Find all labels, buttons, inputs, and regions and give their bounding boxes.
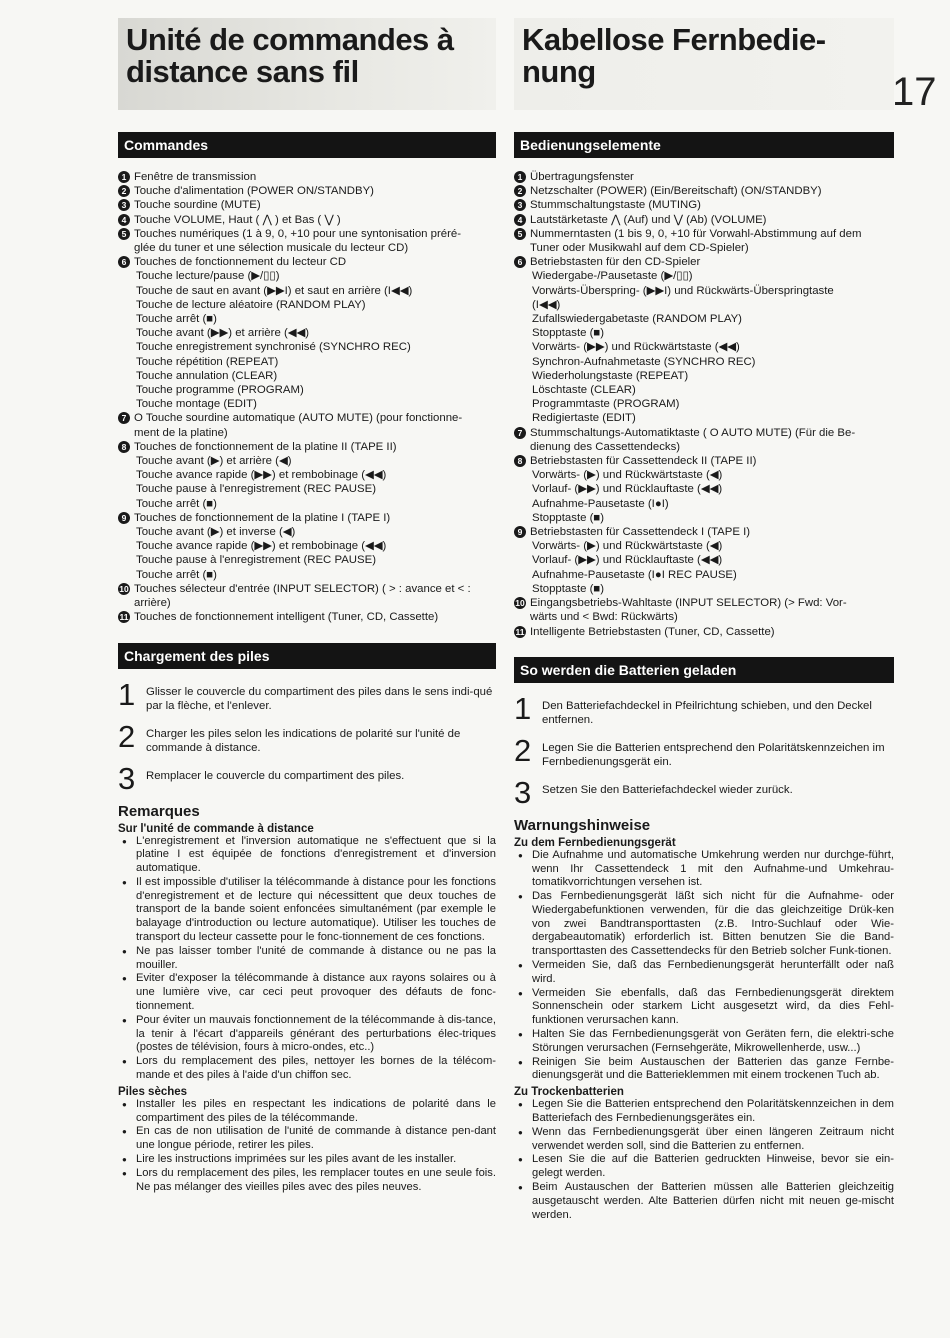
bullet-item: ● Lesen Sie die auf die Batterien gedruckten Hinweise, bevor sie ein-gelegt werden. — [514, 1153, 894, 1181]
control-item-line: 8 Betriebstasten für Cassettendeck II (TAPE II) — [514, 454, 894, 468]
control-number-badge: 2 — [514, 184, 530, 198]
control-number-badge: 5 — [118, 227, 134, 241]
control-sub-item: Vorwärts- (▶▶) und Rückwärtstaste (◀◀) — [532, 341, 740, 354]
control-sub-item: (I◀◀) — [532, 298, 561, 311]
control-sub-item: Touche montage (EDIT) — [136, 398, 257, 411]
control-item-line: 7 O Touche sourdine automatique (AUTO MUTE) (pour fonctionne- — [118, 411, 496, 425]
control-sub-item: Aufnahme-Pausetaste (I●I REC PAUSE) — [532, 568, 737, 581]
french-steps — [118, 676, 496, 796]
control-sub-item: Stopptaste (■) — [532, 327, 605, 340]
control-sub-item: Touche pause à l'enregistrement (REC PAUSE) — [136, 483, 377, 496]
german-controls-header: Bedienungselemente — [514, 132, 894, 158]
control-item-line: 10 Eingangsbetriebs-Wahltaste (INPUT SELECTOR) (> Fwd: Vor- — [515, 597, 847, 610]
control-item-line: 3 Stummschaltungstaste (MUTING) — [514, 198, 894, 212]
control-sub-item: Stopptaste (■) — [532, 511, 605, 524]
control-sub-item: Wiedergabe-/Pausetaste (▶/▯▯) — [532, 270, 693, 283]
control-number-badge: 2 — [118, 184, 134, 198]
control-sub-item: Stopptaste (■) — [532, 582, 605, 595]
control-item-line: 11 Touches de fonctionnement intelligent (Tuner, CD, Cassette) — [119, 611, 439, 624]
control-sub-item: Touche programme (PROGRAM) — [136, 384, 304, 397]
control-sub-item: Vorlauf- (▶▶) und Rücklauftaste (◀◀) — [532, 483, 723, 496]
control-sub-item: Touche annulation (CLEAR) — [136, 369, 278, 382]
control-item-line: 9 Touches de fonctionnement de la platine I (TAPE I) — [118, 511, 496, 525]
french-remote-bullets — [118, 835, 496, 1083]
control-sub-item: Touche enregistrement synchronisé (SYNCHRO REC) — [136, 341, 411, 354]
control-item-line: 7 Stummschaltungs-Automatiktaste ( O AUTO MUTE) (Für die Be- — [514, 426, 894, 440]
bullet-item: ● Eviter d'exposer la télécommande à distance aux rayons solaires ou à une lumière vive, car ceci peut provoquer des défauts de fonc-tionnement. — [118, 972, 496, 1013]
french-controls-list — [118, 170, 496, 625]
control-sub-item: Wiederholungstaste (REPEAT) — [532, 369, 689, 382]
control-number-badge: 10 — [119, 583, 129, 594]
control-item-line: Tuner oder Musikwahl auf dem CD-Spieler) — [514, 241, 894, 255]
battery-step — [118, 676, 496, 713]
control-number-badge: 3 — [514, 198, 530, 212]
control-number-badge: 8 — [514, 454, 530, 468]
control-item-line: 8 Touches de fonctionnement de la platine II (TAPE II) — [118, 440, 496, 454]
control-sub-item: Redigiertaste (EDIT) — [532, 412, 636, 425]
control-sub-item: Touche arrêt (■) — [136, 568, 217, 581]
bullet-item: ● Reinigen Sie beim Austauschen der Batterien das ganze Fernbe-dienungsgerät und die Batterieklemmen mit einem trockenen Tuch ab. — [514, 1056, 894, 1084]
german-column — [514, 18, 894, 1222]
control-item-line: glée du tuner et une sélection musicale du lecteur CD) — [118, 241, 496, 255]
german-remote-subtitle: Zu dem Fernbedienungsgerät — [514, 836, 676, 849]
bullet-item: ● L'enregistrement et l'inversion automatique ne s'effectuent que si la platine I est équipée de fonctions d'enregistrement et d'inversion automatique. — [118, 835, 496, 876]
control-sub-item: Programmtaste (PROGRAM) — [532, 398, 680, 411]
battery-step — [118, 718, 496, 755]
german-title: Kabellose Fernbedie- nung — [514, 18, 894, 110]
bullet-item: ● Wenn das Fernbedienungsgerät über einen längeren Zeitraum nicht verwendet werden soll, sind die Batterien zu entfernen. — [514, 1126, 894, 1154]
bullet-item: ● Lire les instructions imprimées sur les piles avant de les installer. — [118, 1153, 496, 1167]
control-item-line: dienung des Cassettendecks) — [514, 440, 894, 454]
bullet-item: ● Das Fernbedienungsgerät läßt sich nicht für die Aufnahme- oder Wiedergabefunktionen verwenden, für die das gleichzeitige Drük-ken von zwei Bandtransporttasten (z.B. Intro-Suchlauf oder Wie-dergabeautomatik) erforderlich ist. Bitten benutzen Sie die Band-transporttasten des Cassettendecks für den Betrieb solcher Funk-tionen. — [514, 890, 894, 959]
control-sub-item: Touche pause à l'enregistrement (REC PAUSE) — [136, 554, 377, 567]
control-sub-item: Touche arrêt (■) — [136, 313, 217, 326]
control-number-badge: 1 — [118, 170, 134, 184]
control-number-badge — [514, 440, 530, 454]
german-controls-list — [514, 170, 894, 639]
control-number-badge: 9 — [118, 511, 134, 525]
control-number-badge: 4 — [118, 213, 134, 227]
step-number: 2 — [118, 718, 136, 754]
control-sub-item: Touche avant (▶) et inverse (◀) — [136, 526, 296, 539]
control-number-badge: 11 — [515, 626, 525, 637]
page-number: 17 — [892, 70, 937, 114]
bullet-item: ● Lors du remplacement des piles, nettoyer les bornes de la télécom-mande et des piles à l'aide d'un chiffon sec. — [118, 1055, 496, 1083]
control-sub-item: Touche arrêt (■) — [136, 497, 217, 510]
control-sub-item: Zufallswiedergabetaste (RANDOM PLAY) — [532, 313, 742, 326]
control-number-badge: 10 — [515, 598, 525, 609]
german-dry-subtitle: Zu Trockenbatterien — [514, 1086, 624, 1099]
bullet-item: ● En cas de non utilisation de l'unité de commande à distance pen-dant une longue période, retirer les piles. — [118, 1125, 496, 1153]
german-remote-bullets — [514, 849, 894, 1084]
control-number-badge — [118, 241, 134, 255]
control-sub-item: Touche avance rapide (▶▶) et rembobinage (◀◀) — [136, 469, 387, 482]
step-number: 3 — [514, 774, 532, 810]
control-item-line: 6 Touches de fonctionnement du lecteur CD — [118, 255, 496, 269]
french-remarks-title: Remarques — [118, 802, 200, 820]
control-sub-item: Touche de lecture aléatoire (RANDOM PLAY) — [136, 298, 366, 311]
control-item-line: arrière) — [118, 596, 496, 610]
step-number: 3 — [118, 760, 136, 796]
control-item-line: 10 Touches sélecteur d'entrée (INPUT SELECTOR) ( > : avance et < : — [119, 582, 471, 595]
control-item-line: 2 Netzschalter (POWER) (Ein/Bereitschaft) (ON/STANDBY) — [514, 184, 894, 198]
control-number-badge: 8 — [118, 440, 134, 454]
bullet-item: ● Pour éviter un mauvais fonctionnement de la télécommande à dis-tance, la tenir à l'écart d'appareils générant des perturbations élec-triques (postes de télévision, fours à micro-ondes, etc..) — [118, 1014, 496, 1055]
control-number-badge: 5 — [514, 227, 530, 241]
control-number-badge — [118, 426, 134, 440]
control-number-badge: 7 — [514, 426, 530, 440]
step-text: Legen Sie die Batterien entsprechend den Polaritätskennzeichen im Fernbedienungsgerät ein. — [542, 741, 885, 768]
control-item-line: 11 Intelligente Betriebstasten (Tuner, CD, Cassette) — [515, 625, 775, 638]
battery-step — [514, 774, 894, 810]
german-steps — [514, 690, 894, 810]
step-text: Glisser le couvercle du compartiment des piles dans le sens indi-qué par la flèche, et l'enlever. — [146, 685, 493, 712]
step-text: Setzen Sie den Batteriefachdeckel wieder zurück. — [542, 783, 793, 796]
bullet-item: ● Vermeiden Sie ebenfalls, daß das Fernbedienungsgerät direktem Sonnenschein oder starkem Licht ausgesetzt wird, da dies Fehl-funktionen verursachen kann. — [514, 987, 894, 1028]
step-number: 1 — [514, 690, 532, 726]
control-item-line: 4 Lautstärketaste ⋀ (Auf) und ⋁ (Ab) (VOLUME) — [514, 213, 894, 227]
control-item-line: 6 Betriebstasten für den CD-Spieler — [514, 255, 894, 269]
control-item-line: 2 Touche d'alimentation (POWER ON/STANDBY) — [118, 184, 496, 198]
control-item-line: 4 Touche VOLUME, Haut ( ⋀ ) et Bas ( ⋁ ) — [118, 213, 496, 227]
control-sub-item: Touche lecture/pause (▶/▯▯) — [136, 270, 280, 283]
french-dry-bullets — [118, 1098, 496, 1195]
control-item-line: 9 Betriebstasten für Cassettendeck I (TAPE I) — [514, 525, 894, 539]
control-number-badge: 11 — [119, 612, 129, 623]
bullet-item: ● Ne pas laisser tomber l'unité de commande à distance ou ne pas la mouiller. — [118, 945, 496, 973]
bullet-item: ● Die Aufnahme und automatische Umkehrung werden nur durchge-führt, wenn Ihr Cassettendeck 1 mit den Aufnahme-und Umkehrau-tomatikvorrichtungen versehen ist. — [514, 849, 894, 890]
control-number-badge — [514, 610, 530, 624]
german-batteries-header: So werden die Batterien geladen — [514, 657, 894, 683]
step-number: 1 — [118, 676, 136, 712]
control-item-line: ment de la platine) — [118, 426, 496, 440]
control-number-badge: 3 — [118, 198, 134, 212]
step-number: 2 — [514, 732, 532, 768]
control-number-badge — [118, 596, 134, 610]
battery-step — [514, 732, 894, 769]
control-number-badge: 4 — [514, 213, 530, 227]
french-batteries-header: Chargement des piles — [118, 643, 496, 669]
step-text: Charger les piles selon les indications de polarité sur l'unité de commande à distance. — [146, 727, 461, 754]
control-sub-item: Vorlauf- (▶▶) und Rücklauftaste (◀◀) — [532, 554, 723, 567]
control-sub-item: Vorwärts-Überspring- (▶▶I) und Rückwärts-Überspringtaste — [532, 284, 834, 297]
french-title: Unité de commandes à distance sans fil — [118, 18, 496, 110]
battery-step — [118, 760, 496, 796]
french-controls-header: Commandes — [118, 132, 496, 158]
bullet-item: ● Legen Sie die Batterien entsprechend den Polaritätskennzeichen in dem Batteriefach des Fernbedienungsgerätes ein. — [514, 1098, 894, 1126]
bullet-item: ● Lors du remplacement des piles, les remplacer toutes en une seule fois. Ne pas mélanger des vieilles piles avec des piles neuves. — [118, 1167, 496, 1195]
control-sub-item: Löschtaste (CLEAR) — [532, 384, 636, 397]
bullet-item: ● Installer les piles en respectant les indications de polarité dans le compartiment des piles de la télécommande. — [118, 1098, 496, 1126]
step-text: Remplacer le couvercle du compartiment des piles. — [146, 769, 405, 782]
control-number-badge: 1 — [514, 170, 530, 184]
battery-step — [514, 690, 894, 727]
german-warnings-title: Warnungshinweise — [514, 816, 651, 834]
bullet-item: ● Il est impossible d'utiliser la télécommande à distance pour les fonctions d'enregistrement et de lecture qui nécessittent que deux touches de transport de la bande soient enfoncées simultanément (par exemple le balayage d'introduction ou lecture automatique). Utiliser les touches de transport du lecteur cassette pour le fonc-tionnement de ces fonctions. — [118, 876, 496, 945]
control-number-badge: 7 — [118, 411, 134, 425]
control-sub-item: Touche de saut en avant (▶▶I) et saut en arrière (I◀◀) — [136, 284, 413, 297]
control-sub-item: Vorwärts- (▶) und Rückwärtstaste (◀) — [532, 469, 723, 482]
control-sub-item: Aufnahme-Pausetaste (I●I) — [532, 497, 669, 510]
control-sub-item: Touche avant (▶) et arrière (◀) — [136, 455, 292, 468]
control-item-line: 1 Fenêtre de transmission — [118, 170, 496, 184]
control-number-badge: 6 — [118, 255, 134, 269]
bullet-item: ● Halten Sie das Fernbedienungsgerät von Geräten fern, die elektri-sche Störungen verursachen (Fernsehgeräte, Mikrowellenherde, usw...) — [514, 1028, 894, 1056]
control-number-badge — [514, 241, 530, 255]
control-item-line: 3 Touche sourdine (MUTE) — [118, 198, 496, 212]
bullet-item: ● Beim Austauschen der Batterien müssen alle Batterien gleichzeitig ausgetauscht werden. Alte Batterien dürfen nicht mit neuen ge-mischt werden. — [514, 1181, 894, 1222]
french-remote-subtitle: Sur l'unité de commande à distance — [118, 822, 314, 835]
control-sub-item: Synchron-Aufnahmetaste (SYNCHRO REC) — [532, 355, 756, 368]
french-column — [118, 18, 496, 1194]
control-number-badge: 9 — [514, 525, 530, 539]
french-dry-subtitle: Piles sèches — [118, 1085, 188, 1098]
step-text: Den Batteriefachdeckel in Pfeilrichtung schieben, und den Deckel entfernen. — [542, 699, 872, 726]
control-sub-item: Touche avance rapide (▶▶) et rembobinage (◀◀) — [136, 540, 387, 553]
control-item-line: 1 Übertragungsfenster — [514, 170, 894, 184]
control-sub-item: Touche répétition (REPEAT) — [136, 355, 279, 368]
control-number-badge: 6 — [514, 255, 530, 269]
german-dry-bullets — [514, 1098, 894, 1222]
control-item-line: 5 Nummerntasten (1 bis 9, 0, +10 für Vorwahl-Abstimmung auf dem — [514, 227, 894, 241]
control-sub-item: Vorwärts- (▶) und Rückwärtstaste (◀) — [532, 540, 723, 553]
control-sub-item: Touche avant (▶▶) et arrière (◀◀) — [136, 327, 310, 340]
bullet-item: ● Vermeiden Sie, daß das Fernbedienungsgerät herunterfällt oder naß wird. — [514, 959, 894, 987]
control-item-line: 5 Touches numériques (1 à 9, 0, +10 pour une syntonisation préré- — [118, 227, 496, 241]
control-item-line: wärts und < Bwd: Rückwärts) — [514, 610, 894, 624]
